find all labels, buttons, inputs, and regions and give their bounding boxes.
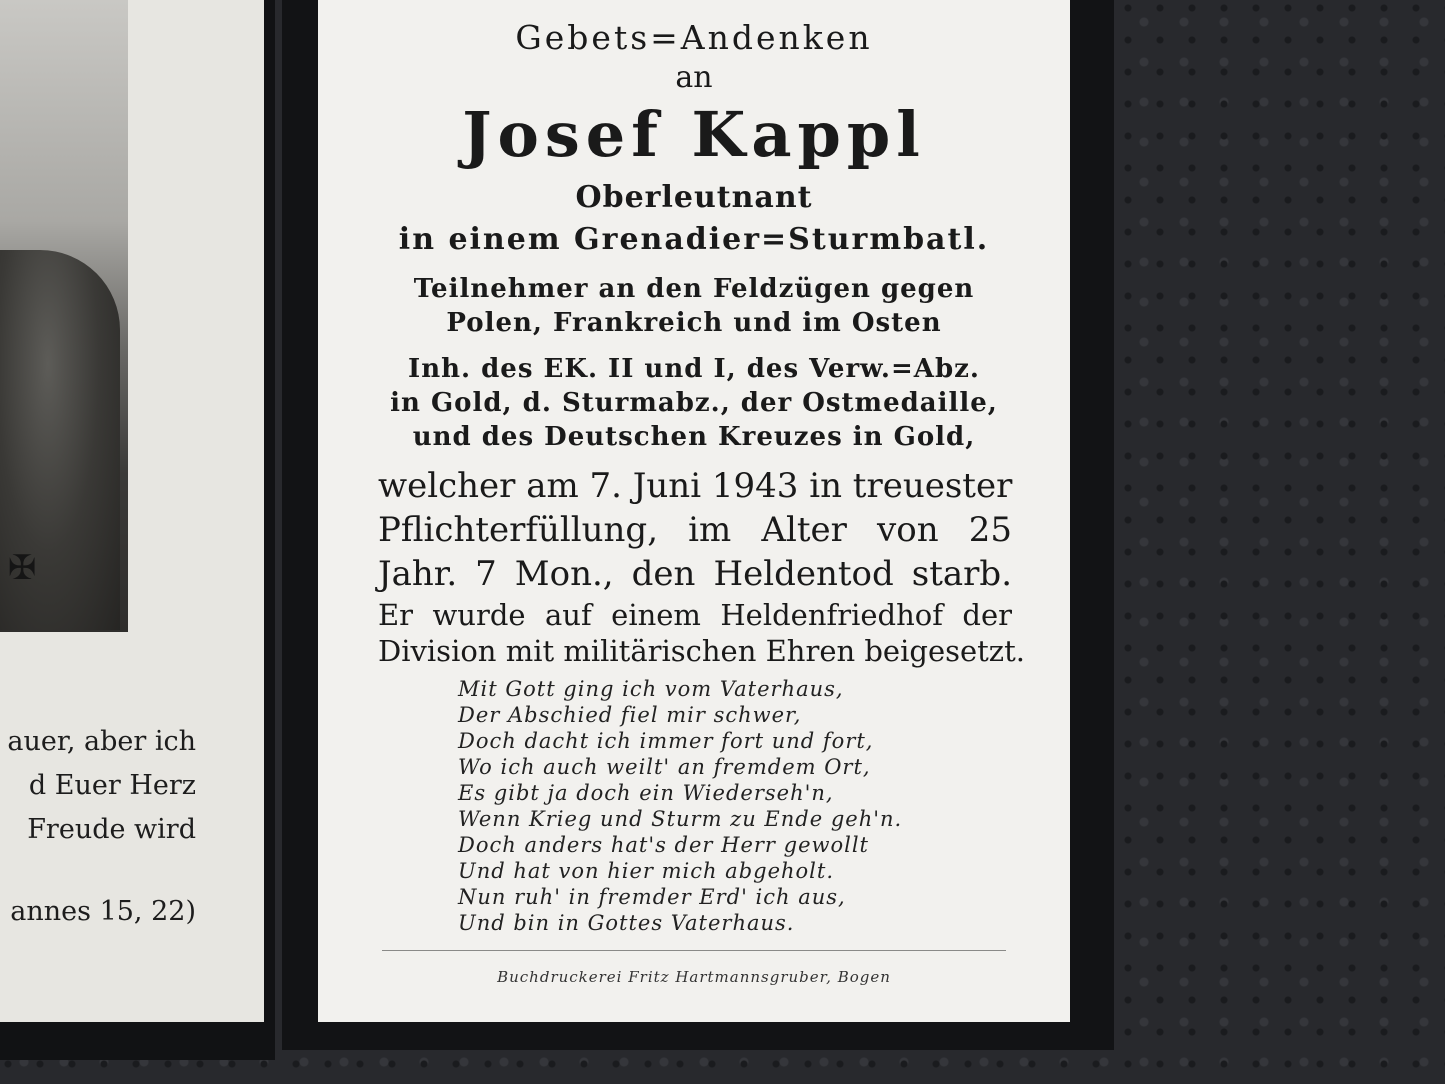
campaigns-line: Polen, Frankreich und im Osten [446,308,942,338]
burial-line: Er wurde auf einem Heldenfriedhof der [378,598,1012,632]
left-text-line: auer, aber ich [7,726,196,757]
left-card-text [0,720,196,852]
left-card-page [0,0,264,1022]
campaigns-line: Teilnehmer an den Feldzügen gegen [413,274,975,304]
poem-line: Doch anders hat's der Herr gewollt [458,833,869,857]
death-line: welcher am 7. Juni 1943 in treuester [378,466,1013,506]
awards-line: in Gold, d. Sturmabz., der Ostmedaille, [390,388,998,418]
left-card [0,0,275,1060]
iron-cross-icon: ✠ [7,548,37,588]
poem-line: Es gibt ja doch ein Wiederseh'n, [458,781,834,805]
memorial-card-page [318,0,1070,1022]
poem-line: Mit Gott ging ich vom Vaterhaus, [458,677,844,701]
portrait-photo [0,0,128,632]
awards-line: und des Deutschen Kreuzes in Gold, [412,422,976,452]
death-line: Pflichterfüllung, im Alter von 25 [378,510,1012,550]
death-line: Jahr. 7 Mon., den Heldentod starb. [378,554,1012,594]
unit: in einem Grenadier=Sturmbatl. [398,222,990,257]
card-heading: Gebets=Andenken [515,18,873,57]
printer-imprint: Buchdruckerei Fritz Hartmannsgruber, Bogen [497,968,891,986]
memorial-card [282,0,1114,1050]
rank: Oberleutnant [575,180,813,215]
poem-line: Und bin in Gottes Vaterhaus. [458,911,795,935]
awards-line: Inh. des EK. II und I, des Verw.=Abz. [408,354,980,384]
deceased-name: Josef Kappl [462,98,926,171]
bible-reference: annes 15, 22) [10,896,196,927]
left-text-line: d Euer Herz [28,770,196,801]
card-an: an [675,60,713,95]
poem [458,676,902,936]
poem-line: Nun ruh' in fremder Erd' ich aus, [458,885,846,909]
poem-line: Der Abschied fiel mir schwer, [458,703,802,727]
left-text-line: Freude wird [27,814,196,845]
divider [382,950,1006,951]
burial-line: Division mit militärischen Ehren beigesetzt. [378,634,1025,668]
poem-line: Wenn Krieg und Sturm zu Ende geh'n. [458,807,903,831]
poem-line: Wo ich auch weilt' an fremdem Ort, [458,755,871,779]
poem-line: Doch dacht ich immer fort und fort, [458,729,874,753]
poem-line: Und hat von hier mich abgeholt. [458,859,835,883]
